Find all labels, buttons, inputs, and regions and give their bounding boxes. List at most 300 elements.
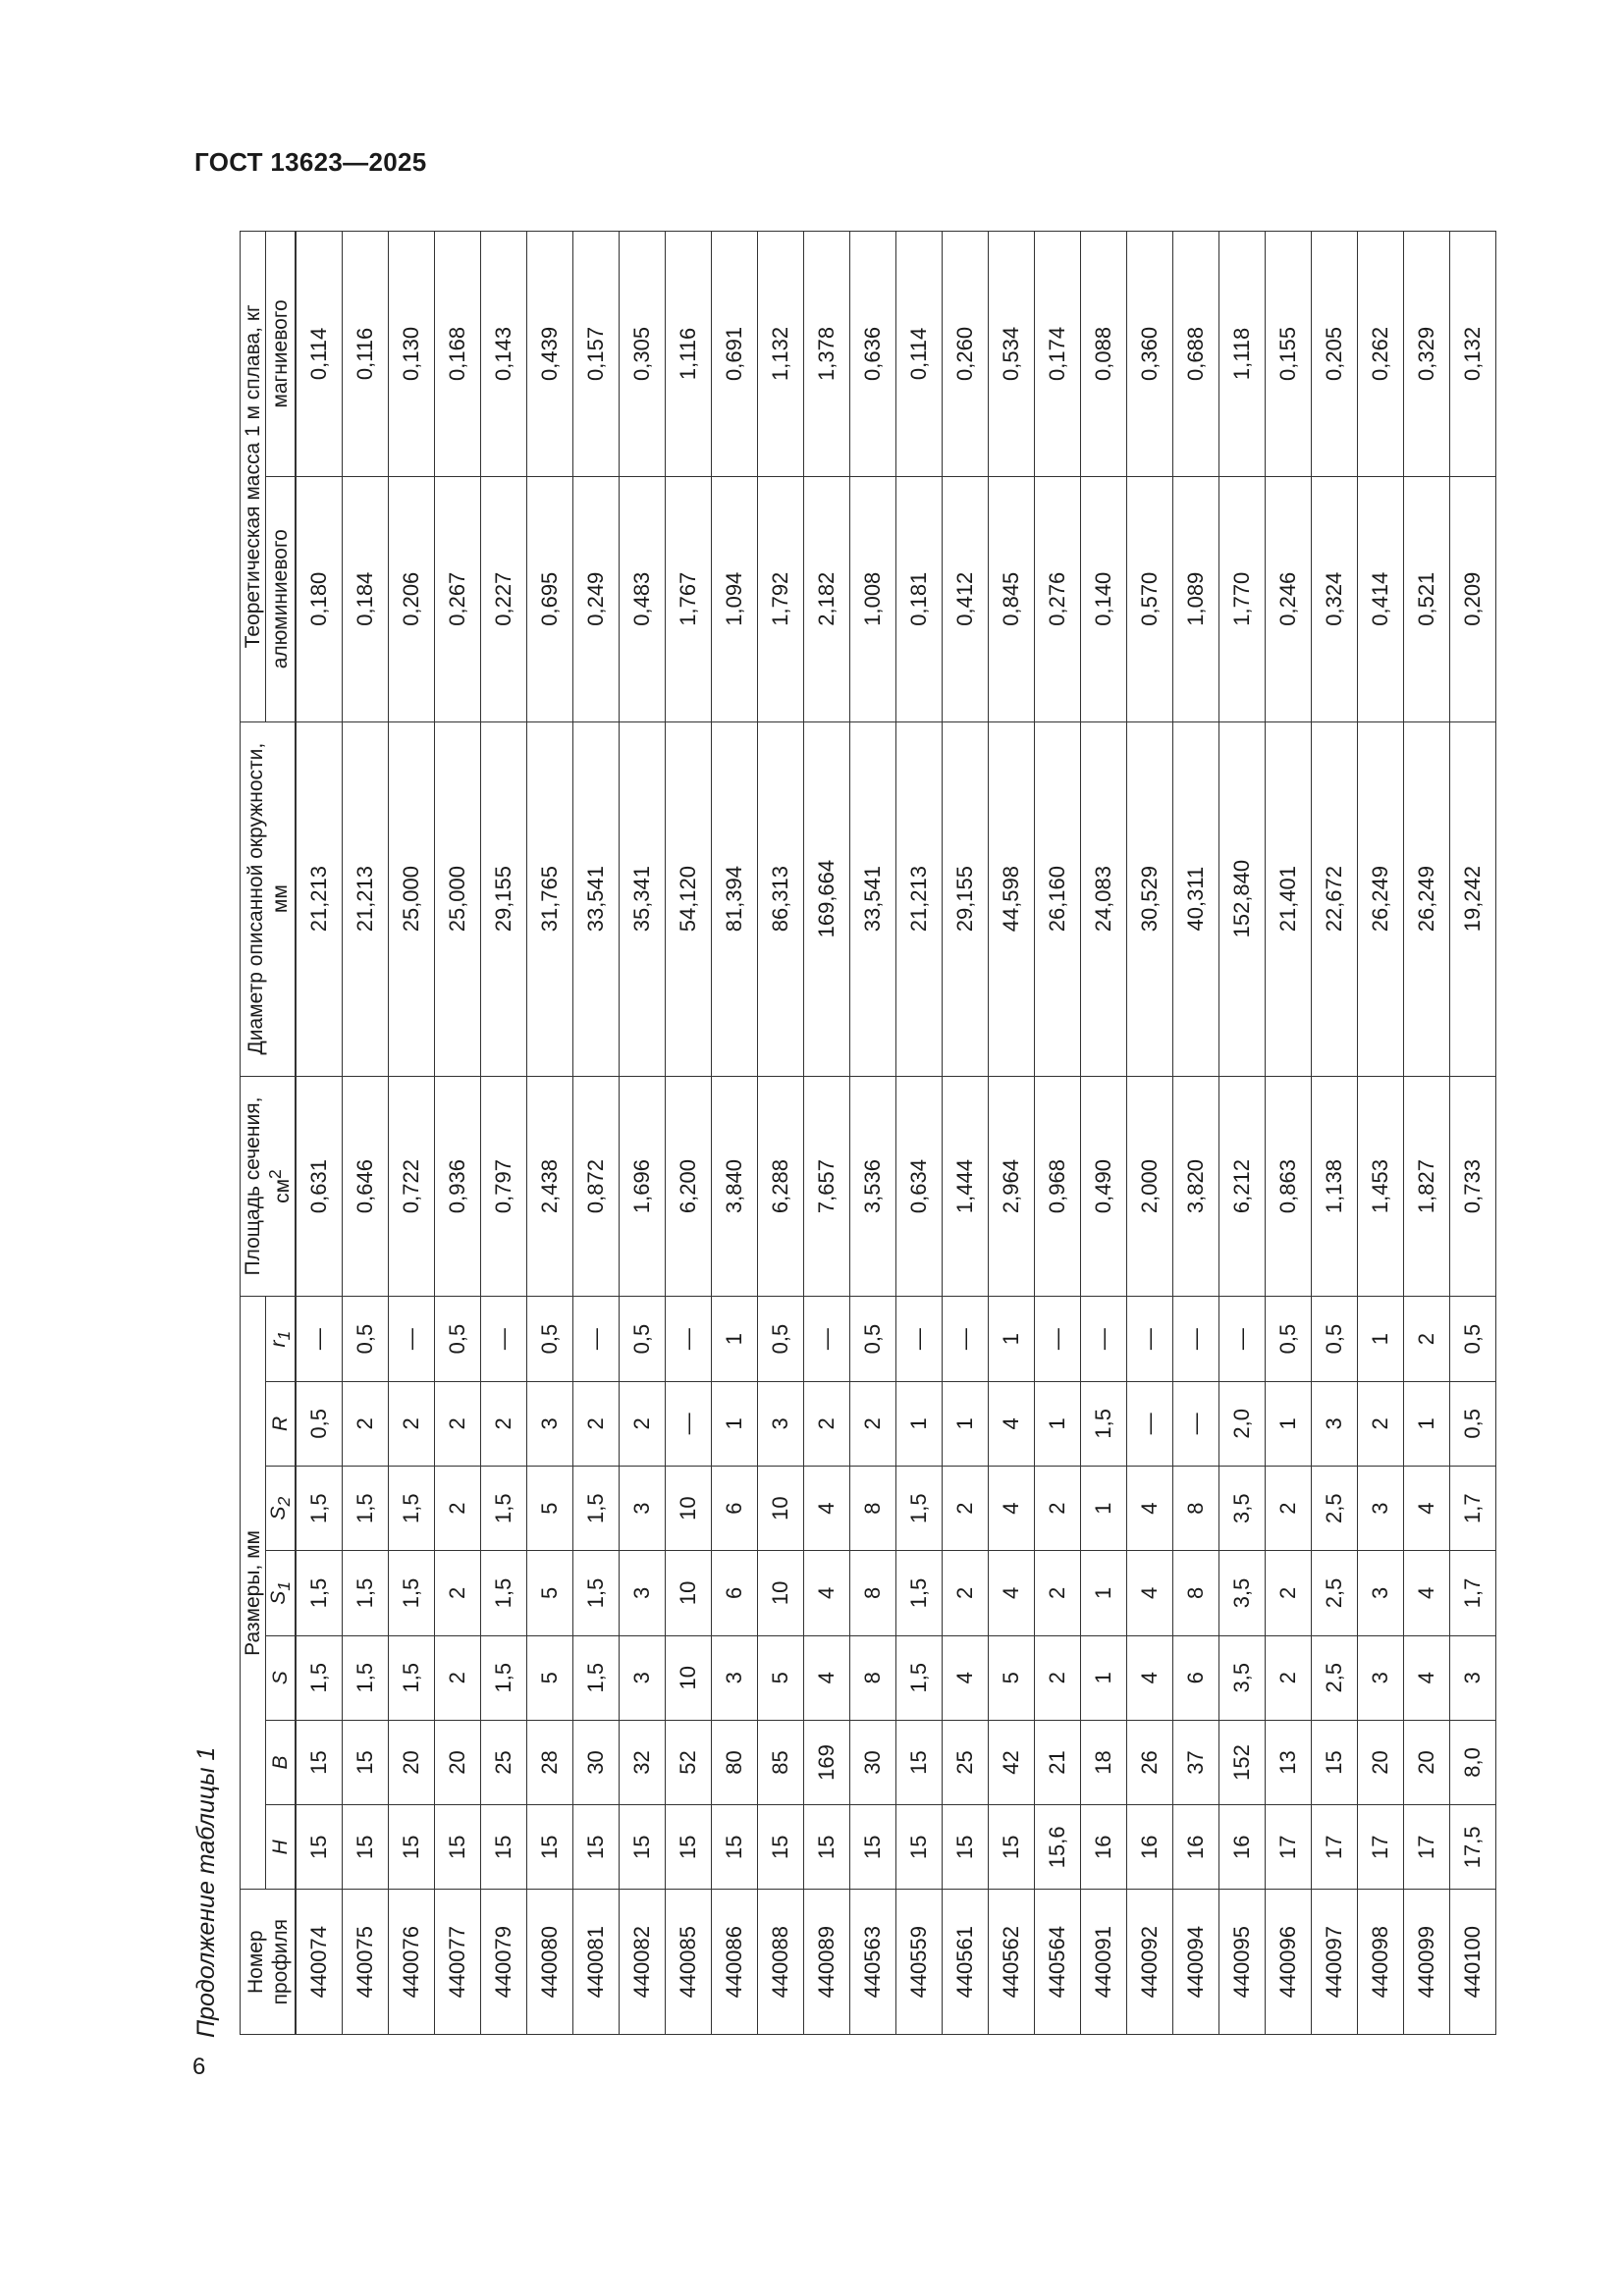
cell-r1: — [573, 1297, 620, 1381]
cell-r1: — [1127, 1297, 1173, 1381]
cell-area: 0,872 [573, 1076, 620, 1297]
cell-mass-aluminum: 1,770 [1219, 476, 1266, 721]
table-row [896, 232, 943, 2035]
cell-diameter: 25,000 [435, 721, 481, 1076]
cell-diameter: 81,394 [712, 721, 758, 1076]
cell-diameter: 29,155 [943, 721, 989, 1076]
cell-s: 5 [758, 1635, 804, 1720]
cell-diameter: 21,213 [896, 721, 943, 1076]
cell-s: 10 [666, 1635, 712, 1720]
cell-mass-aluminum: 0,845 [989, 476, 1035, 721]
cell-r: 2 [620, 1381, 666, 1466]
cell-h: 15 [943, 1805, 989, 1890]
cell-r1: 0,5 [435, 1297, 481, 1381]
cell-r1: — [481, 1297, 527, 1381]
table-row [850, 232, 896, 2035]
cell-h: 17 [1266, 1805, 1312, 1890]
cell-b: 13 [1266, 1720, 1312, 1804]
cell-profile-number: 440075 [343, 1890, 389, 2035]
cell-s2: 1,5 [573, 1467, 620, 1551]
cell-mass-magnesium: 0,688 [1173, 232, 1219, 477]
cell-r: 2 [804, 1381, 850, 1466]
cell-r: 1,5 [1081, 1381, 1127, 1466]
cell-profile-number: 440089 [804, 1890, 850, 2035]
cell-area: 0,936 [435, 1076, 481, 1297]
cell-diameter: 24,083 [1081, 721, 1127, 1076]
cell-r: 2 [343, 1381, 389, 1466]
cell-mass-aluminum: 0,209 [1450, 476, 1496, 721]
cell-h: 15 [343, 1805, 389, 1890]
cell-s2: 2 [435, 1467, 481, 1551]
cell-profile-number: 440091 [1081, 1890, 1127, 2035]
page-number: 6 [192, 2054, 206, 2080]
cell-r: 2 [481, 1381, 527, 1466]
cell-s: 1,5 [389, 1635, 435, 1720]
cell-b: 30 [573, 1720, 620, 1804]
cell-profile-number: 440079 [481, 1890, 527, 2035]
cell-mass-magnesium: 1,378 [804, 232, 850, 477]
cell-mass-aluminum: 0,324 [1312, 476, 1358, 721]
cell-s2: 1,5 [481, 1467, 527, 1551]
cell-mass-magnesium: 0,143 [481, 232, 527, 477]
cell-profile-number: 440081 [573, 1890, 620, 2035]
cell-mass-aluminum: 1,094 [712, 476, 758, 721]
cell-diameter: 26,249 [1358, 721, 1404, 1076]
cell-r: 0,5 [296, 1381, 343, 1466]
cell-s1: 3 [1358, 1551, 1404, 1635]
cell-diameter: 21,401 [1266, 721, 1312, 1076]
table-row [758, 232, 804, 2035]
header-s1: $S_1$ [266, 1551, 297, 1635]
cell-s1: 4 [989, 1551, 1035, 1635]
cell-area: 6,200 [666, 1076, 712, 1297]
table-row [1404, 232, 1450, 2035]
table-row [481, 232, 527, 2035]
cell-s: 1,5 [296, 1635, 343, 1720]
cell-b: 152 [1219, 1720, 1266, 1804]
cell-r: 4 [989, 1381, 1035, 1466]
cell-h: 15 [666, 1805, 712, 1890]
header-mass: Теоретическая масса 1 м сплава, кг [241, 232, 266, 722]
cell-profile-number: 440092 [1127, 1890, 1173, 2035]
cell-diameter: 40,311 [1173, 721, 1219, 1076]
cell-mass-magnesium: 0,155 [1266, 232, 1312, 477]
table-row [712, 232, 758, 2035]
cell-s1: 5 [527, 1551, 573, 1635]
cell-b: 26 [1127, 1720, 1173, 1804]
cell-mass-aluminum: 0,180 [296, 476, 343, 721]
cell-area: 7,657 [804, 1076, 850, 1297]
document-header: ГОСТ 13623—2025 [194, 147, 427, 177]
cell-s2: 1,5 [343, 1467, 389, 1551]
cell-r: — [1173, 1381, 1219, 1466]
cell-s1: 3 [620, 1551, 666, 1635]
cell-s: 4 [943, 1635, 989, 1720]
cell-mass-magnesium: 0,174 [1035, 232, 1081, 477]
cell-mass-aluminum: 0,227 [481, 476, 527, 721]
cell-mass-magnesium: 0,157 [573, 232, 620, 477]
cell-diameter: 33,541 [850, 721, 896, 1076]
cell-r1: 1 [712, 1297, 758, 1381]
cell-profile-number: 440086 [712, 1890, 758, 2035]
header-r1: $r_1$ [266, 1297, 297, 1381]
cell-area: 3,536 [850, 1076, 896, 1297]
cell-s1: 6 [712, 1551, 758, 1635]
cell-profile-number: 440100 [1450, 1890, 1496, 2035]
cell-mass-magnesium: 0,114 [896, 232, 943, 477]
cell-s: 3 [1358, 1635, 1404, 1720]
cell-b: 85 [758, 1720, 804, 1804]
table-body [296, 232, 1495, 2035]
profile-table [240, 231, 1496, 2035]
cell-diameter: 19,242 [1450, 721, 1496, 1076]
header-dimensions: Размеры, мм [241, 1297, 266, 1890]
cell-mass-magnesium: 0,439 [527, 232, 573, 477]
cell-diameter: 169,664 [804, 721, 850, 1076]
cell-mass-magnesium: 0,260 [943, 232, 989, 477]
cell-area: 6,288 [758, 1076, 804, 1297]
cell-diameter: 21,213 [343, 721, 389, 1076]
table-rotated-wrapper [240, 231, 1496, 2035]
cell-h: 15 [620, 1805, 666, 1890]
cell-s1: 8 [850, 1551, 896, 1635]
cell-s2: 4 [1404, 1467, 1450, 1551]
header-area: Площадь сечения, $см^2$ [241, 1076, 297, 1297]
cell-s1: 4 [1127, 1551, 1173, 1635]
cell-h: 15 [527, 1805, 573, 1890]
cell-diameter: 35,341 [620, 721, 666, 1076]
cell-diameter: 33,541 [573, 721, 620, 1076]
cell-s2: 2 [943, 1467, 989, 1551]
cell-s2: 2 [1035, 1467, 1081, 1551]
header-diameter: Диаметр описанной окружности, мм [241, 721, 297, 1076]
table-row [389, 232, 435, 2035]
cell-area: 0,797 [481, 1076, 527, 1297]
cell-r1: 1 [989, 1297, 1035, 1381]
cell-r1: 2 [1404, 1297, 1450, 1381]
cell-s: 1 [1081, 1635, 1127, 1720]
cell-h: 15 [758, 1805, 804, 1890]
cell-s1: 4 [804, 1551, 850, 1635]
cell-s: 3,5 [1219, 1635, 1266, 1720]
cell-profile-number: 440563 [850, 1890, 896, 2035]
cell-diameter: 26,249 [1404, 721, 1450, 1076]
cell-area: 0,863 [1266, 1076, 1312, 1297]
cell-s1: 10 [666, 1551, 712, 1635]
cell-r: — [1127, 1381, 1173, 1466]
cell-profile-number: 440096 [1266, 1890, 1312, 2035]
cell-mass-magnesium: 1,116 [666, 232, 712, 477]
cell-s1: 2 [1266, 1551, 1312, 1635]
cell-mass-aluminum: 1,792 [758, 476, 804, 721]
cell-mass-aluminum: 0,181 [896, 476, 943, 721]
cell-diameter: 44,598 [989, 721, 1035, 1076]
cell-s: 6 [1173, 1635, 1219, 1720]
cell-diameter: 29,155 [481, 721, 527, 1076]
cell-h: 15 [389, 1805, 435, 1890]
cell-profile-number: 440095 [1219, 1890, 1266, 2035]
cell-mass-magnesium: 0,132 [1450, 232, 1496, 477]
cell-s2: 1,7 [1450, 1467, 1496, 1551]
cell-s2: 4 [1127, 1467, 1173, 1551]
cell-r1: — [1035, 1297, 1081, 1381]
cell-h: 15,6 [1035, 1805, 1081, 1890]
cell-diameter: 25,000 [389, 721, 435, 1076]
cell-b: 20 [435, 1720, 481, 1804]
cell-b: 25 [481, 1720, 527, 1804]
cell-diameter: 54,120 [666, 721, 712, 1076]
cell-s: 4 [804, 1635, 850, 1720]
cell-r: 2 [435, 1381, 481, 1466]
cell-s2: 1 [1081, 1467, 1127, 1551]
cell-b: 15 [296, 1720, 343, 1804]
table-row [1035, 232, 1081, 2035]
table-caption: Продолжение таблицы 1 [192, 1746, 220, 2038]
cell-mass-aluminum: 0,695 [527, 476, 573, 721]
cell-h: 15 [896, 1805, 943, 1890]
cell-h: 15 [712, 1805, 758, 1890]
cell-h: 17 [1312, 1805, 1358, 1890]
cell-mass-magnesium: 0,636 [850, 232, 896, 477]
cell-h: 15 [850, 1805, 896, 1890]
cell-h: 16 [1219, 1805, 1266, 1890]
cell-r1: 0,5 [620, 1297, 666, 1381]
table-row [1266, 232, 1312, 2035]
cell-s2: 4 [804, 1467, 850, 1551]
cell-s: 4 [1404, 1635, 1450, 1720]
cell-profile-number: 440088 [758, 1890, 804, 2035]
table-row [1127, 232, 1173, 2035]
cell-profile-number: 440080 [527, 1890, 573, 2035]
cell-area: 1,827 [1404, 1076, 1450, 1297]
cell-r1: 0,5 [527, 1297, 573, 1381]
cell-s2: 5 [527, 1467, 573, 1551]
cell-s2: 1,5 [389, 1467, 435, 1551]
cell-s1: 1,5 [896, 1551, 943, 1635]
cell-b: 80 [712, 1720, 758, 1804]
cell-r1: 0,5 [1450, 1297, 1496, 1381]
cell-s2: 4 [989, 1467, 1035, 1551]
table-row [527, 232, 573, 2035]
cell-h: 15 [481, 1805, 527, 1890]
cell-h: 17 [1404, 1805, 1450, 1890]
table-row [1358, 232, 1404, 2035]
cell-r1: — [389, 1297, 435, 1381]
cell-area: 0,634 [896, 1076, 943, 1297]
cell-b: 20 [1404, 1720, 1450, 1804]
cell-r: 2,0 [1219, 1381, 1266, 1466]
cell-b: 32 [620, 1720, 666, 1804]
cell-r: 2 [1358, 1381, 1404, 1466]
table-row [296, 232, 343, 2035]
table-row [666, 232, 712, 2035]
cell-b: 169 [804, 1720, 850, 1804]
cell-mass-aluminum: 1,089 [1173, 476, 1219, 721]
table-row [620, 232, 666, 2035]
cell-area: 0,968 [1035, 1076, 1081, 1297]
cell-b: 52 [666, 1720, 712, 1804]
cell-s1: 2 [1035, 1551, 1081, 1635]
cell-mass-magnesium: 0,360 [1127, 232, 1173, 477]
cell-b: 21 [1035, 1720, 1081, 1804]
cell-profile-number: 440094 [1173, 1890, 1219, 2035]
cell-diameter: 21,213 [296, 721, 343, 1076]
cell-s2: 3,5 [1219, 1467, 1266, 1551]
cell-h: 16 [1081, 1805, 1127, 1890]
cell-h: 16 [1173, 1805, 1219, 1890]
cell-profile-number: 440561 [943, 1890, 989, 2035]
header-s: S [266, 1635, 297, 1720]
header-profile-number: Номер профиля [241, 1890, 297, 2035]
cell-mass-magnesium: 0,116 [343, 232, 389, 477]
cell-area: 3,840 [712, 1076, 758, 1297]
cell-diameter: 30,529 [1127, 721, 1173, 1076]
cell-r: 2 [389, 1381, 435, 1466]
cell-mass-magnesium: 0,114 [296, 232, 343, 477]
cell-s2: 10 [666, 1467, 712, 1551]
cell-s: 3 [712, 1635, 758, 1720]
cell-area: 2,438 [527, 1076, 573, 1297]
cell-area: 0,733 [1450, 1076, 1496, 1297]
cell-mass-magnesium: 0,305 [620, 232, 666, 477]
cell-s: 4 [1127, 1635, 1173, 1720]
cell-r: 2 [573, 1381, 620, 1466]
cell-s1: 1,5 [296, 1551, 343, 1635]
cell-s1: 1,7 [1450, 1551, 1496, 1635]
cell-r: 3 [1312, 1381, 1358, 1466]
cell-profile-number: 440098 [1358, 1890, 1404, 2035]
cell-s2: 6 [712, 1467, 758, 1551]
cell-h: 17,5 [1450, 1805, 1496, 1890]
table-row [1173, 232, 1219, 2035]
cell-s: 5 [527, 1635, 573, 1720]
cell-r: 0,5 [1450, 1381, 1496, 1466]
table-row [804, 232, 850, 2035]
cell-r1: 0,5 [758, 1297, 804, 1381]
cell-s1: 1,5 [389, 1551, 435, 1635]
cell-r: 1 [896, 1381, 943, 1466]
cell-area: 2,964 [989, 1076, 1035, 1297]
cell-r1: — [666, 1297, 712, 1381]
cell-r1: 0,5 [850, 1297, 896, 1381]
cell-r: 3 [527, 1381, 573, 1466]
cell-h: 15 [435, 1805, 481, 1890]
cell-area: 6,212 [1219, 1076, 1266, 1297]
cell-s2: 8 [1173, 1467, 1219, 1551]
cell-mass-aluminum: 1,008 [850, 476, 896, 721]
cell-mass-aluminum: 0,184 [343, 476, 389, 721]
header-s2: $S_2$ [266, 1467, 297, 1551]
header-h: H [266, 1805, 297, 1890]
cell-s2: 8 [850, 1467, 896, 1551]
cell-r1: 1 [1358, 1297, 1404, 1381]
cell-area: 0,722 [389, 1076, 435, 1297]
table-row [1219, 232, 1266, 2035]
cell-s: 2 [435, 1635, 481, 1720]
cell-r1: — [1173, 1297, 1219, 1381]
cell-area: 0,490 [1081, 1076, 1127, 1297]
cell-diameter: 31,765 [527, 721, 573, 1076]
cell-profile-number: 440082 [620, 1890, 666, 2035]
cell-profile-number: 440097 [1312, 1890, 1358, 2035]
cell-h: 15 [989, 1805, 1035, 1890]
cell-mass-aluminum: 0,483 [620, 476, 666, 721]
table-row [343, 232, 389, 2035]
cell-s2: 2,5 [1312, 1467, 1358, 1551]
cell-r1: — [896, 1297, 943, 1381]
cell-r1: 0,5 [1266, 1297, 1312, 1381]
cell-diameter: 86,313 [758, 721, 804, 1076]
cell-b: 42 [989, 1720, 1035, 1804]
table-row [943, 232, 989, 2035]
table-row [435, 232, 481, 2035]
cell-s1: 1,5 [573, 1551, 620, 1635]
cell-area: 0,646 [343, 1076, 389, 1297]
header-b: B [266, 1720, 297, 1804]
cell-r1: — [804, 1297, 850, 1381]
cell-s1: 3,5 [1219, 1551, 1266, 1635]
cell-s: 3 [1450, 1635, 1496, 1720]
cell-mass-aluminum: 1,767 [666, 476, 712, 721]
cell-b: 20 [1358, 1720, 1404, 1804]
cell-mass-magnesium: 0,691 [712, 232, 758, 477]
cell-s1: 2 [435, 1551, 481, 1635]
cell-b: 15 [343, 1720, 389, 1804]
header-r: R [266, 1381, 297, 1466]
cell-area: 3,820 [1173, 1076, 1219, 1297]
cell-s2: 1,5 [896, 1467, 943, 1551]
cell-s: 2,5 [1312, 1635, 1358, 1720]
cell-b: 25 [943, 1720, 989, 1804]
cell-mass-aluminum: 0,249 [573, 476, 620, 721]
cell-mass-magnesium: 0,088 [1081, 232, 1127, 477]
cell-h: 15 [804, 1805, 850, 1890]
cell-mass-aluminum: 0,267 [435, 476, 481, 721]
cell-mass-magnesium: 1,132 [758, 232, 804, 477]
cell-profile-number: 440562 [989, 1890, 1035, 2035]
table-row [1312, 232, 1358, 2035]
table-row [989, 232, 1035, 2035]
cell-r1: — [1219, 1297, 1266, 1381]
cell-s: 8 [850, 1635, 896, 1720]
header-magnesium: магниевого [266, 232, 297, 477]
cell-area: 1,138 [1312, 1076, 1358, 1297]
header-aluminum: алюминиевого [266, 476, 297, 721]
cell-area: 1,444 [943, 1076, 989, 1297]
cell-area: 2,000 [1127, 1076, 1173, 1297]
cell-r1: — [296, 1297, 343, 1381]
cell-r: 1 [943, 1381, 989, 1466]
cell-s: 3 [620, 1635, 666, 1720]
table-row [1081, 232, 1127, 2035]
cell-b: 8,0 [1450, 1720, 1496, 1804]
cell-s: 1,5 [896, 1635, 943, 1720]
cell-b: 15 [896, 1720, 943, 1804]
cell-mass-magnesium: 0,534 [989, 232, 1035, 477]
cell-mass-magnesium: 0,130 [389, 232, 435, 477]
cell-r1: — [1081, 1297, 1127, 1381]
cell-b: 30 [850, 1720, 896, 1804]
cell-r: 1 [1035, 1381, 1081, 1466]
cell-s1: 1,5 [343, 1551, 389, 1635]
cell-s1: 4 [1404, 1551, 1450, 1635]
cell-diameter: 22,672 [1312, 721, 1358, 1076]
cell-s: 5 [989, 1635, 1035, 1720]
cell-s1: 8 [1173, 1551, 1219, 1635]
cell-mass-aluminum: 2,182 [804, 476, 850, 721]
cell-s2: 3 [1358, 1467, 1404, 1551]
cell-s2: 1,5 [296, 1467, 343, 1551]
